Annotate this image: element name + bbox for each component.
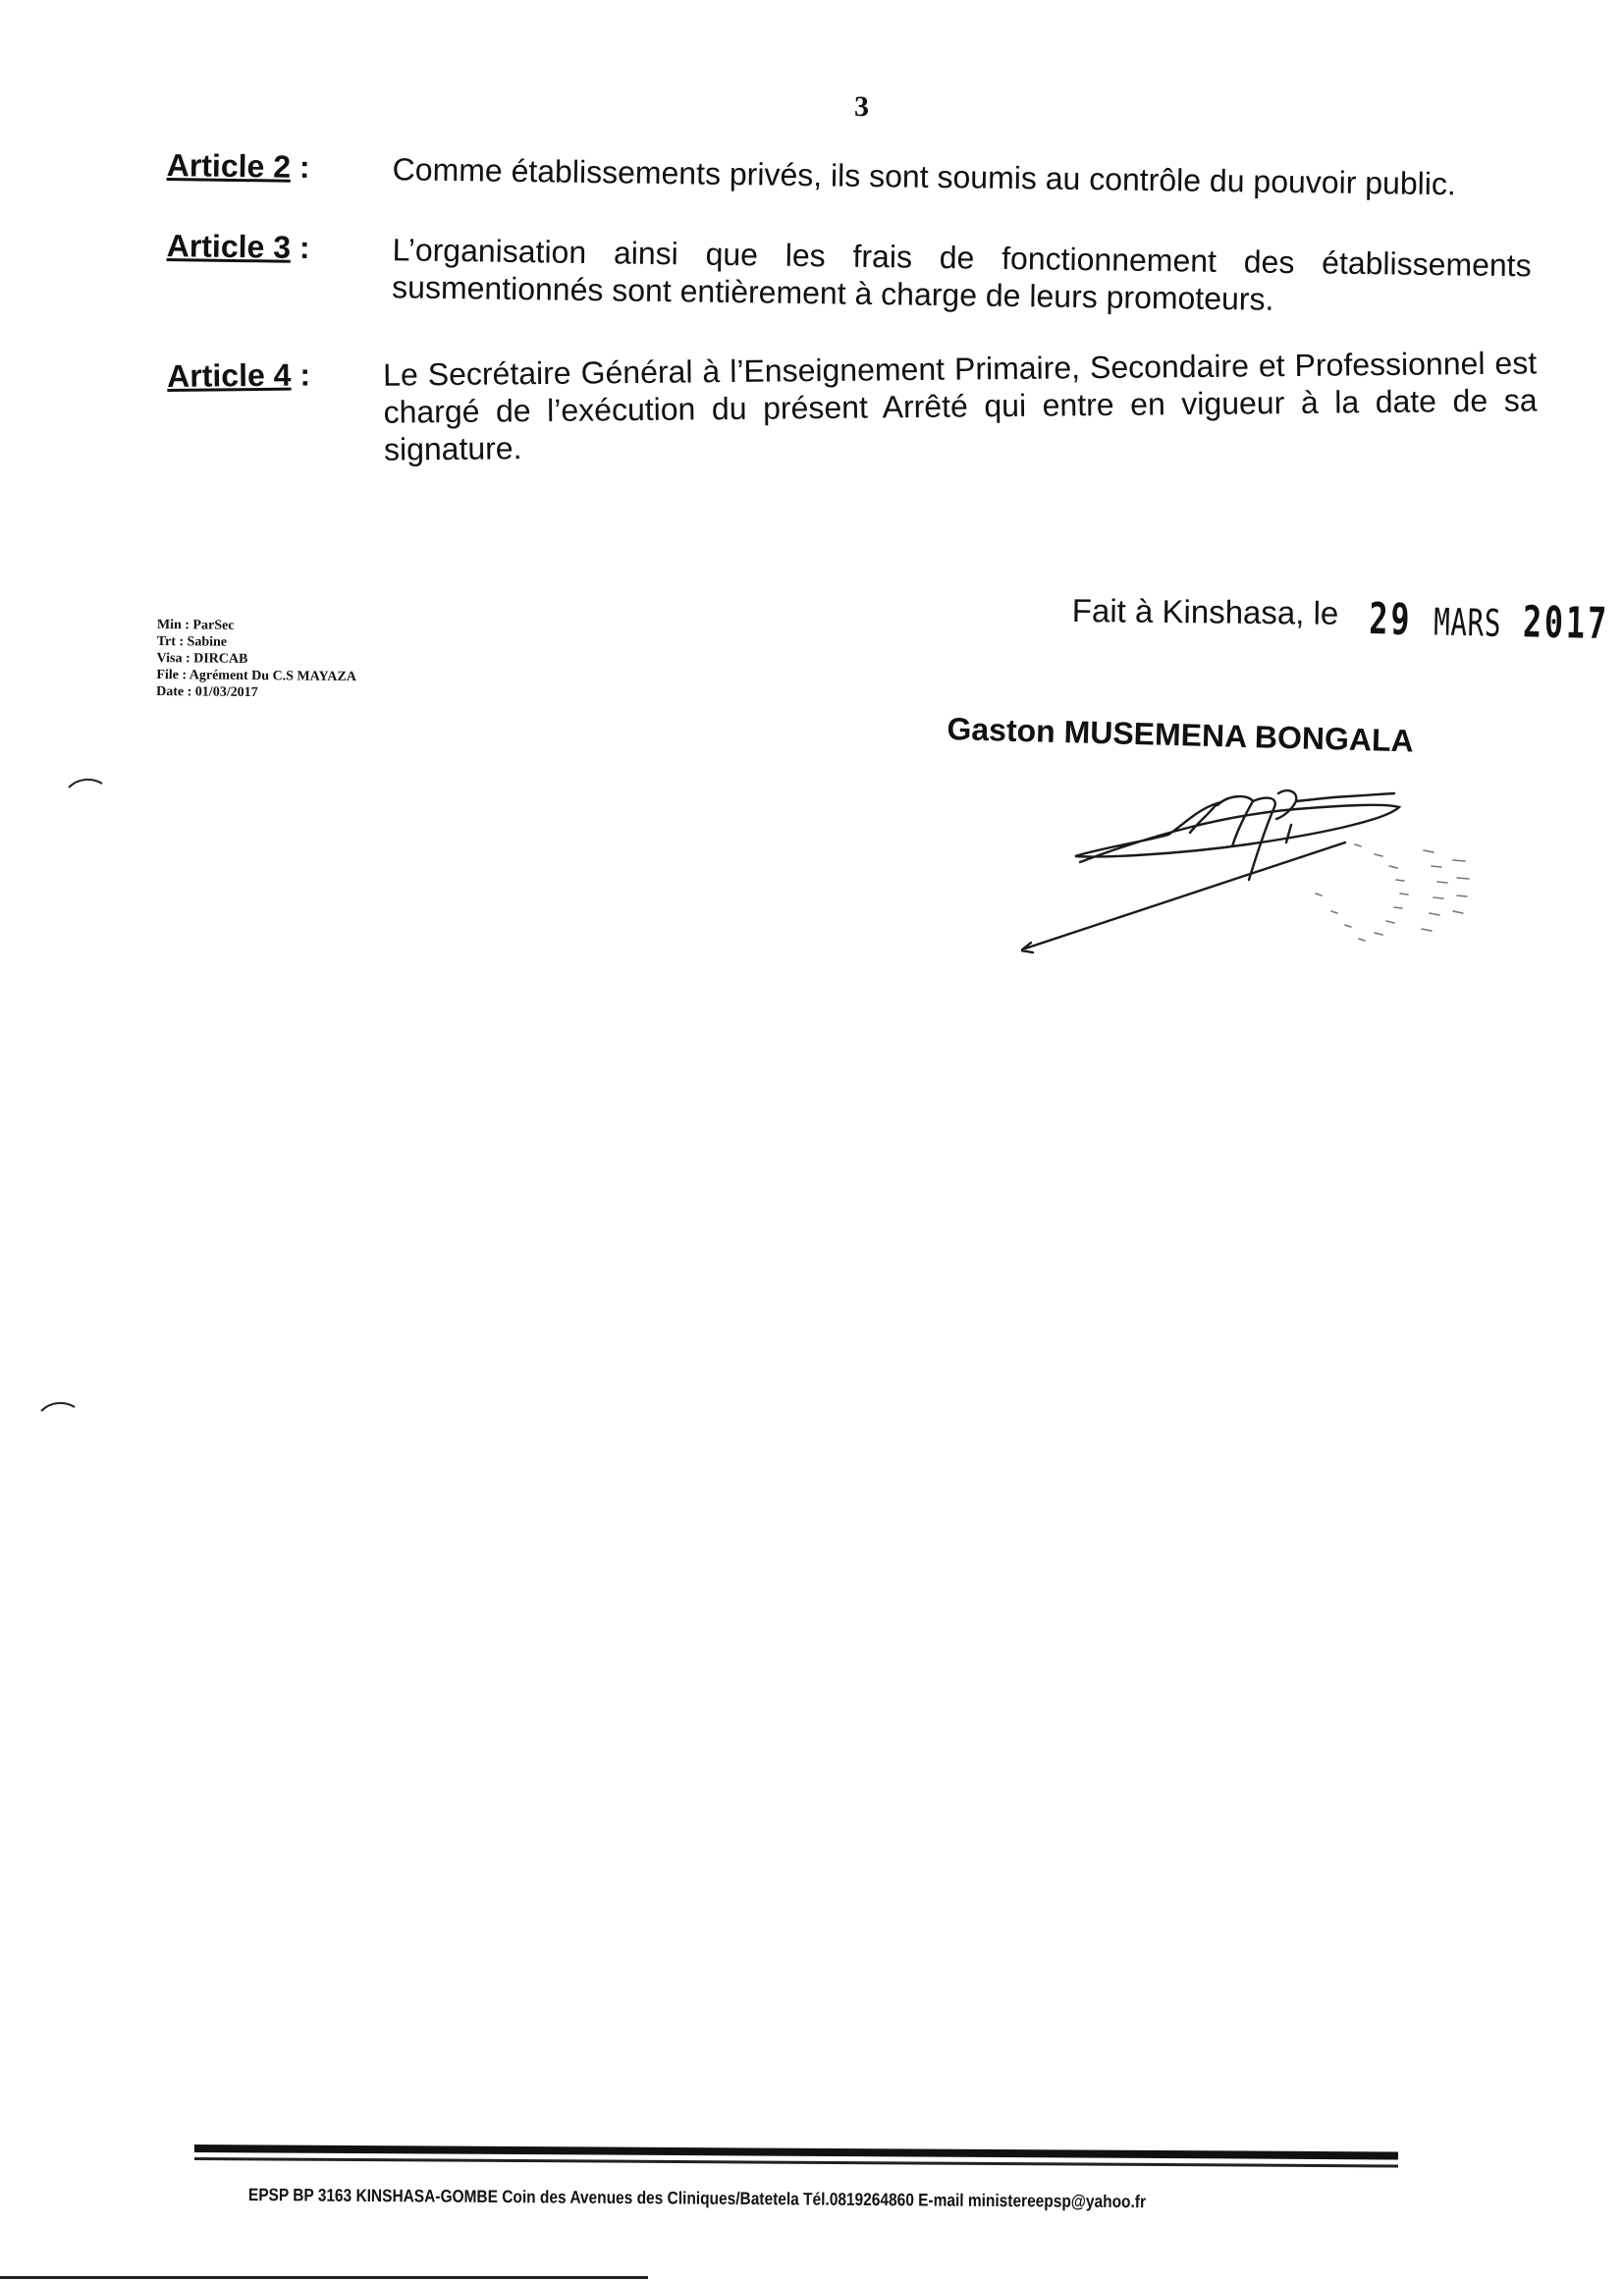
handwritten-signature bbox=[1021, 786, 1492, 982]
article-text: L’organisation ainsi que les frais de fonctionnement des établissements susmentionnés sont entièrement à charge de leurs promoteurs. bbox=[391, 232, 1532, 317]
stamp-day: 29 bbox=[1368, 594, 1413, 645]
article-label: Article 3 : bbox=[166, 228, 310, 266]
article-text: Comme établissements privés, ils sont soumis au contrôle du pouvoir public. bbox=[392, 151, 1457, 202]
place-date-label: Fait à Kinshasa, le bbox=[1071, 592, 1339, 631]
article-3 bbox=[166, 228, 1561, 317]
reference-line: File : Agrément Du C.S MAYAZA bbox=[156, 667, 356, 685]
date-stamp bbox=[1369, 594, 1609, 649]
article-text: Le Secrétaire Général à l’Enseignement Primaire, Secondaire et Professionnel est chargé de l’exécution du présent Arrêté qui entre en vigueur à la date de sa signature. bbox=[382, 345, 1538, 467]
reference-line: Min : ParSec bbox=[156, 617, 235, 633]
reference-line: Date : 01/03/2017 bbox=[156, 683, 258, 701]
page-edge-line bbox=[0, 2276, 648, 2279]
reference-line: Visa : DIRCAB bbox=[156, 650, 248, 667]
margin-mark bbox=[67, 774, 106, 793]
footer-address: EPSP BP 3163 KINSHASA-GOMBE Coin des Avenues des Cliniques/Batetela Tél.0819264860 E-mail ministereepsp@yahoo.fr bbox=[247, 2185, 1147, 2212]
stamp-year: 2017 bbox=[1522, 597, 1610, 650]
article-2 bbox=[166, 147, 1561, 202]
margin-mark bbox=[39, 1397, 79, 1417]
article-label: Article 4 : bbox=[167, 356, 311, 394]
signatory-name: Gaston MUSEMENA BONGALA bbox=[947, 711, 1415, 759]
page-number: 3 bbox=[854, 90, 869, 123]
stamp-month: MARS bbox=[1433, 600, 1502, 645]
article-4 bbox=[167, 344, 1561, 467]
footer-rule-thin bbox=[194, 2157, 1398, 2167]
article-label: Article 2 : bbox=[166, 147, 310, 186]
reference-line: Trt : Sabine bbox=[156, 633, 228, 650]
reference-block bbox=[156, 617, 356, 702]
